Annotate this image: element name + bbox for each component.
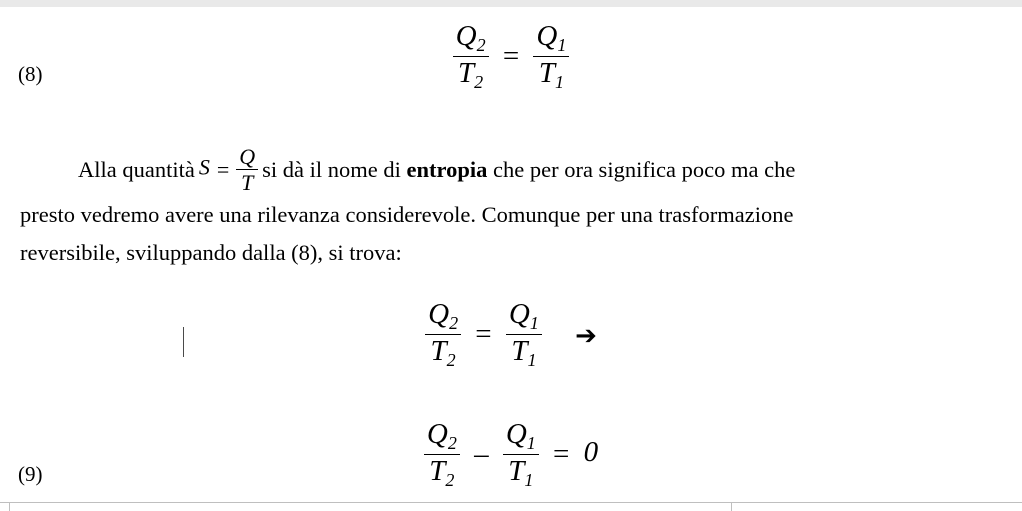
fraction-q-over-t — [236, 145, 258, 194]
fraction-numerator: $Q_1$ — [503, 419, 539, 455]
fraction-numerator: $Q_1$ — [506, 299, 542, 335]
equals-sign: = — [553, 437, 570, 470]
paragraph-text-after-math: si dà il nome di — [262, 156, 401, 182]
fraction-denominator: $T_2$ — [458, 56, 484, 92]
equation-block-8[interactable] — [0, 15, 1022, 111]
equation-9-result: 0 — [583, 435, 599, 468]
paragraph-line-2: presto vedremo avere una rilevanza considerevole. Comunque per una trasformazione — [20, 202, 794, 228]
fraction-numerator: Q — [236, 145, 258, 170]
equals-sign: = — [502, 39, 520, 72]
fraction-q2-over-t2 — [425, 299, 461, 369]
equation-block-unnumbered[interactable] — [0, 295, 1022, 395]
fraction-numerator: $Q_1$ — [533, 21, 569, 57]
fraction-q2-over-t2 — [424, 419, 460, 489]
fraction-numerator: $Q_2$ — [453, 21, 489, 57]
equation-9-body — [0, 419, 1022, 489]
fraction-denominator: $T_1$ — [511, 334, 537, 370]
body-paragraph[interactable] — [20, 144, 985, 272]
fraction-denominator: $T_2$ — [430, 334, 456, 370]
minus-sign: – — [474, 437, 489, 470]
fraction-q2-over-t2 — [453, 21, 489, 91]
fraction-denominator: $T_1$ — [538, 56, 564, 92]
fraction-denominator: T — [241, 170, 254, 196]
right-arrow-icon: ➔ — [575, 321, 597, 352]
equation-block-9[interactable] — [0, 415, 1022, 507]
fraction-numerator: $Q_2$ — [424, 419, 460, 455]
paragraph-text-before-math: Alla quantità — [78, 156, 195, 182]
equals-sign: = — [475, 317, 492, 350]
fraction-denominator: $T_1$ — [508, 454, 534, 490]
equation-a-body — [0, 299, 1022, 369]
paragraph-line-3: reversibile, sviluppando dalla (8), si trova: — [20, 240, 402, 266]
fraction-numerator: $Q_2$ — [425, 299, 461, 335]
inline-equation-entropy: S = $\frac{Q}{T}$ — [199, 145, 258, 194]
equation-number-9: (9) — [18, 462, 43, 486]
document-page[interactable] — [0, 7, 1022, 502]
fraction-q1-over-t1 — [533, 21, 569, 91]
fraction-q1-over-t1 — [506, 299, 542, 369]
fraction-denominator: $T_2$ — [429, 454, 455, 490]
paragraph-text-after-bold: che per ora significa poco ma che — [493, 156, 796, 182]
equation-number-8: (8) — [18, 62, 43, 86]
equation-8-body — [0, 21, 1022, 91]
fraction-q1-over-t1 — [503, 419, 539, 489]
paragraph-bold-term: entropia — [406, 156, 488, 182]
